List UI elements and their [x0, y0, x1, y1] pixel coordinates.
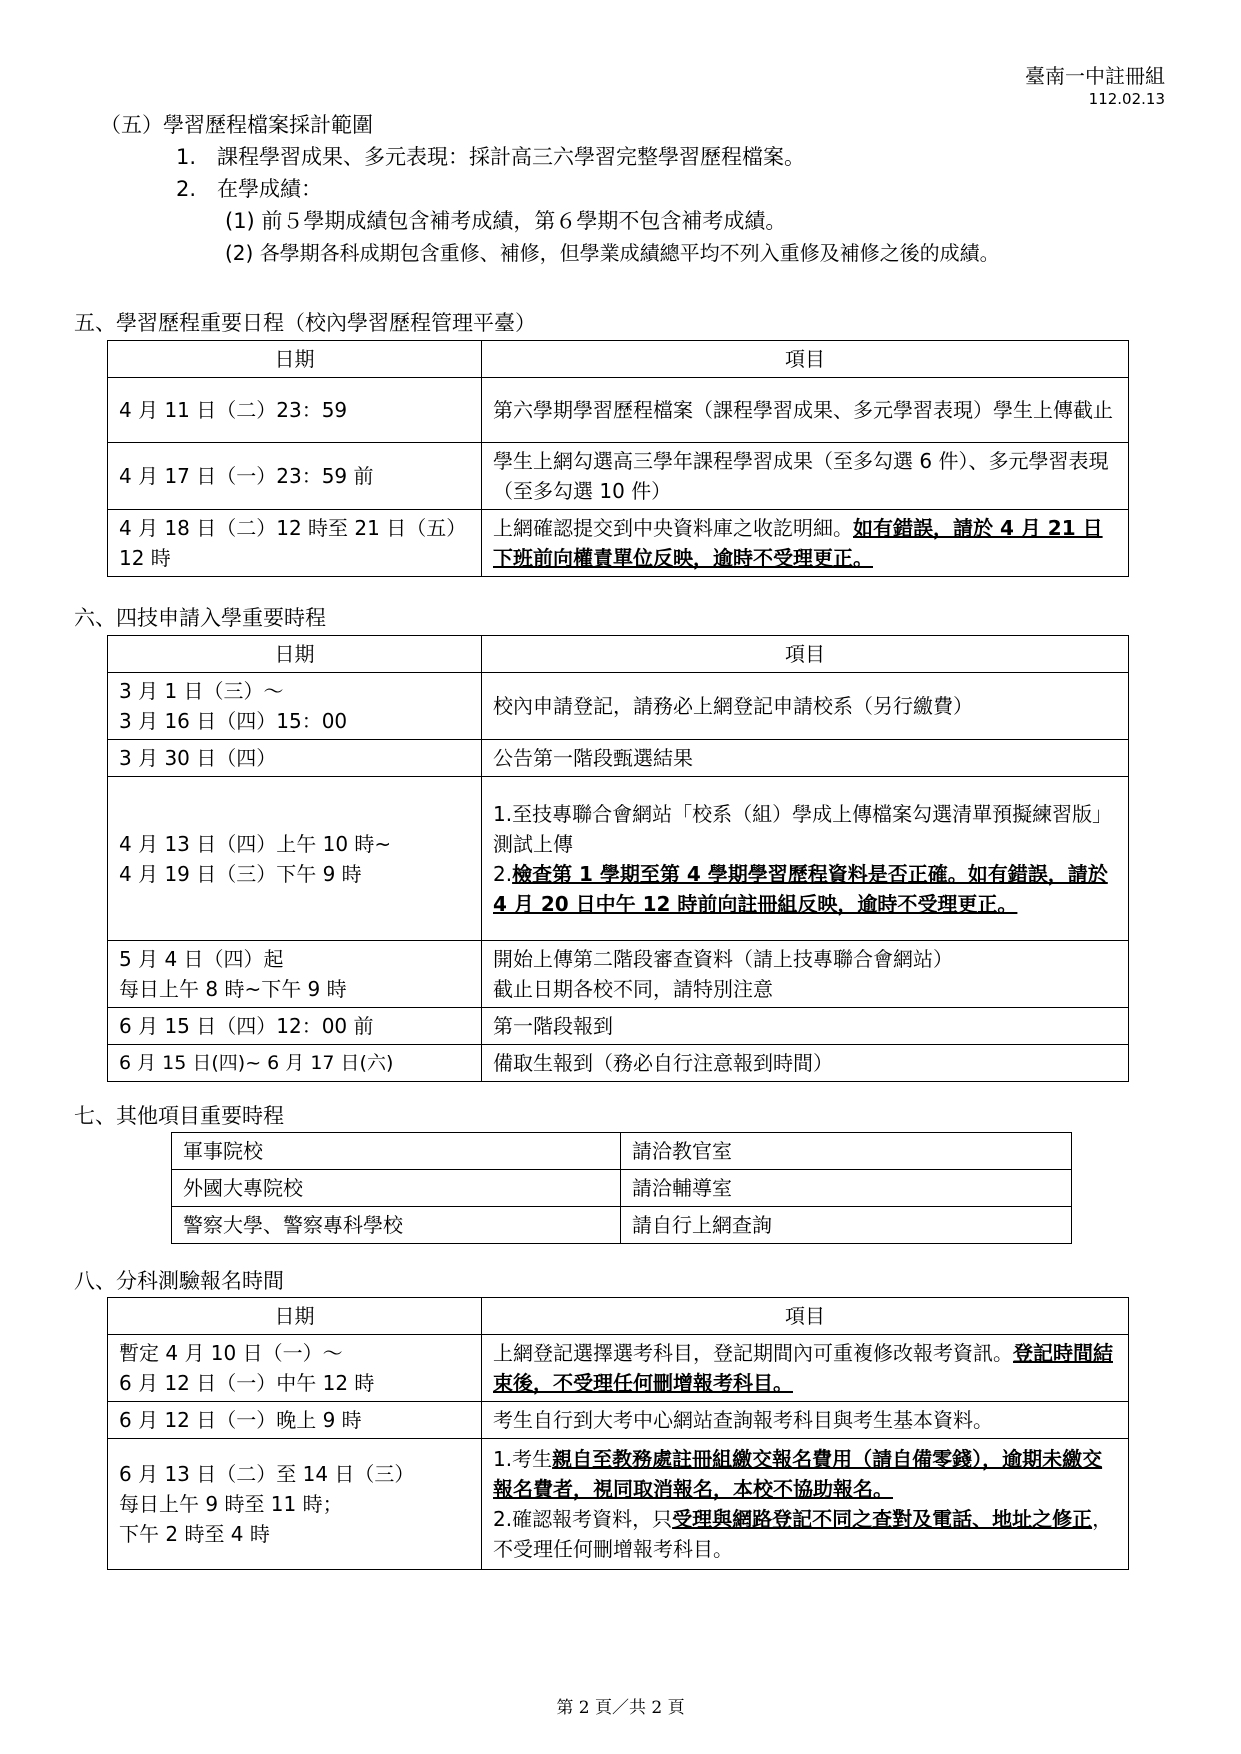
- sec5-r3-date: 4 月 18 日（二）12 時至 21 日（五）12 時: [108, 510, 482, 577]
- sec5-r2-item: 學生上網勾選高三學年課程學習成果（至多勾選 6 件）、多元學習表現（至多勾選 10 件）: [482, 443, 1129, 510]
- sec7-r3-a: 警察大學、警察專科學校: [172, 1207, 621, 1244]
- sec6-r1-date-b: 3 月 16 日（四）15：00: [119, 709, 348, 733]
- sec5-header-item: 項目: [482, 341, 1129, 378]
- sec6-r4-date: [108, 941, 482, 1008]
- table-row: [108, 378, 1129, 443]
- table-row: [108, 740, 1129, 777]
- sec6-r2-item: 公告第一階段甄選結果: [482, 740, 1129, 777]
- sec6-r4-item: [482, 941, 1129, 1008]
- sec5-r3-item-b: 如有錯誤，請於 4 月 21 日下班前向權責單位反映，逾時不受理更正。: [493, 516, 1103, 570]
- sec8-r2-date: 6 月 12 日（一）晚上 9 時: [108, 1402, 482, 1439]
- sec7-r1-a: 軍事院校: [172, 1133, 621, 1170]
- sec7-table: [171, 1132, 1072, 1244]
- sec6-r6-item: 備取生報到（務必自行注意報到時間）: [482, 1045, 1129, 1082]
- sec7-r1-b: 請洽教官室: [621, 1133, 1072, 1170]
- table-row: [108, 1335, 1129, 1402]
- sec6-r6-date: 6 月 15 日(四)~ 6 月 17 日(六): [108, 1045, 482, 1082]
- sec6-r3-date: [108, 777, 482, 941]
- sec5-r3-item-a: 上網確認提交到中央資料庫之收訖明細。: [493, 516, 853, 540]
- sec8-r3-item-b1: 2.確認報考資料，只: [493, 1507, 673, 1531]
- sec8-title: 八、分科測驗報名時間: [74, 1269, 284, 1293]
- sec6-r2-date: 3 月 30 日（四）: [108, 740, 482, 777]
- table-row: [108, 510, 1129, 577]
- sec8-r1-date-b: 6 月 12 日（一）中午 12 時: [119, 1371, 375, 1395]
- table-row: [108, 777, 1129, 941]
- table-row: [108, 673, 1129, 740]
- sec5-r1-item: 第六學期學習歷程檔案（課程學習成果、多元學習表現）學生上傳截止: [482, 378, 1129, 443]
- sec8-r3-item: [482, 1439, 1129, 1570]
- sec8-r1-date: [108, 1335, 482, 1402]
- table-row: [108, 1402, 1129, 1439]
- sec8-r3-date-b: 每日上午 9 時至 11 時；: [119, 1492, 343, 1516]
- sec6-r1-date: [108, 673, 482, 740]
- table-row: [172, 1207, 1072, 1244]
- table-row: [108, 1439, 1129, 1570]
- sec6-r1-item: 校內申請登記，請務必上網登記申請校系（另行繳費）: [482, 673, 1129, 740]
- table-row: [108, 443, 1129, 510]
- sec8-r3-item-a2: 親自至教務處註冊組繳交報名費用（請自備零錢），逾期未繳交報名費者，視同取消報名，本校不協助報名。: [493, 1447, 1103, 1501]
- sec6-r4-item-a: 開始上傳第二階段審查資料（請上技專聯合會網站）: [493, 947, 953, 971]
- sec8-table: [107, 1297, 1129, 1570]
- sec8-header-date: 日期: [108, 1298, 482, 1335]
- sec6-r5-date: 6 月 15 日（四）12：00 前: [108, 1008, 482, 1045]
- sec6-header-item: 項目: [482, 636, 1129, 673]
- part5-sub-2: (2) 各學期各科成期包含重修、補修，但學業成績總平均不列入重修及補修之後的成績。: [225, 241, 1000, 265]
- sec8-r3-item-a1: 1.考生: [493, 1447, 553, 1471]
- page-footer: 第 2 頁／共 2 頁: [556, 1698, 685, 1718]
- part5-sub-1: (1) 前５學期成績包含補考成績，第６學期不包含補考成績。: [225, 209, 787, 233]
- sec7-r2-a: 外國大專院校: [172, 1170, 621, 1207]
- sec5-title: 五、學習歷程重要日程（校內學習歷程管理平臺）: [74, 311, 536, 335]
- sec8-r2-item: 考生自行到大考中心網站查詢報考科目與考生基本資料。: [482, 1402, 1129, 1439]
- sec6-r4-date-b: 每日上午 8 時~下午 9 時: [119, 977, 347, 1001]
- sec6-header-date: 日期: [108, 636, 482, 673]
- sec8-r1-date-a: 暫定 4 月 10 日（一）～: [119, 1341, 343, 1365]
- sec8-r3-item-b2: 受理與網路登記不同之查對及電話、地址之修正: [672, 1507, 1093, 1531]
- sec8-r3-item-b3: ，不受理任何刪增報考科目。: [493, 1507, 1113, 1561]
- sec8-r1-item-a: 上網登記選擇選考科目，登記期間內可重複修改報考資訊。: [493, 1341, 1013, 1365]
- sec8-r1-item-b: 登記時間結束後，不受理任何刪增報考科目。: [493, 1341, 1113, 1395]
- table-row: [108, 1045, 1129, 1082]
- sec6-r3-item-b2: 檢查第 1 學期至第 4 學期學習歷程資料是否正確。如有錯誤，請於 4 月 20 日中午 12 時前向註冊組反映，逾時不受理更正。: [493, 861, 1108, 916]
- sec7-r2-b: 請洽輔導室: [621, 1170, 1072, 1207]
- sec5-r3-item: [482, 510, 1129, 577]
- header-date: 112.02.13: [1088, 90, 1165, 108]
- part5-title: （五）學習歷程檔案採計範圍: [100, 113, 373, 137]
- table-row: [172, 1170, 1072, 1207]
- sec6-r3-item-a: 1.至技專聯合會網站「校系（組）學成上傳檔案勾選清單預擬練習版」測試上傳: [493, 801, 1113, 856]
- header-org: 臺南一中註冊組: [1025, 64, 1165, 88]
- table-row: [108, 941, 1129, 1008]
- table-row: [108, 1008, 1129, 1045]
- sec5-r2-date: 4 月 17 日（一）23：59 前: [108, 443, 482, 510]
- sec6-title: 六、四技申請入學重要時程: [74, 606, 326, 630]
- sec8-r3-date: [108, 1439, 482, 1570]
- sec5-header-date: 日期: [108, 341, 482, 378]
- sec7-r3-b: 請自行上網查詢: [621, 1207, 1072, 1244]
- sec5-table: [107, 340, 1129, 577]
- sec7-title: 七、其他項目重要時程: [74, 1104, 284, 1128]
- sec6-r4-date-a: 5 月 4 日（四）起: [119, 947, 284, 971]
- sec8-r3-date-a: 6 月 13 日（二）至 14 日（三）: [119, 1462, 415, 1486]
- sec6-r3-item: [482, 777, 1129, 941]
- table-row: [172, 1133, 1072, 1170]
- sec6-table: [107, 635, 1129, 1082]
- sec6-r3-date-a: 4 月 13 日（四）上午 10 時~: [119, 831, 392, 856]
- part5-item-2: 2. 在學成績：: [176, 177, 323, 201]
- part5-item-1: 1. 課程學習成果、多元表現：採計高三六學習完整學習歷程檔案。: [176, 145, 806, 169]
- sec6-r3-date-b: 4 月 19 日（三）下午 9 時: [119, 861, 362, 886]
- sec8-r3-date-c: 下午 2 時至 4 時: [119, 1522, 270, 1546]
- sec5-r1-date: 4 月 11 日（二）23：59: [108, 378, 482, 443]
- sec8-header-item: 項目: [482, 1298, 1129, 1335]
- sec8-r1-item: [482, 1335, 1129, 1402]
- sec6-r4-item-b: 截止日期各校不同，請特別注意: [493, 977, 773, 1001]
- sec6-r3-item-b1: 2.: [493, 861, 513, 886]
- sec6-r1-date-a: 3 月 1 日（三）～: [119, 679, 284, 703]
- sec6-r5-item: 第一階段報到: [482, 1008, 1129, 1045]
